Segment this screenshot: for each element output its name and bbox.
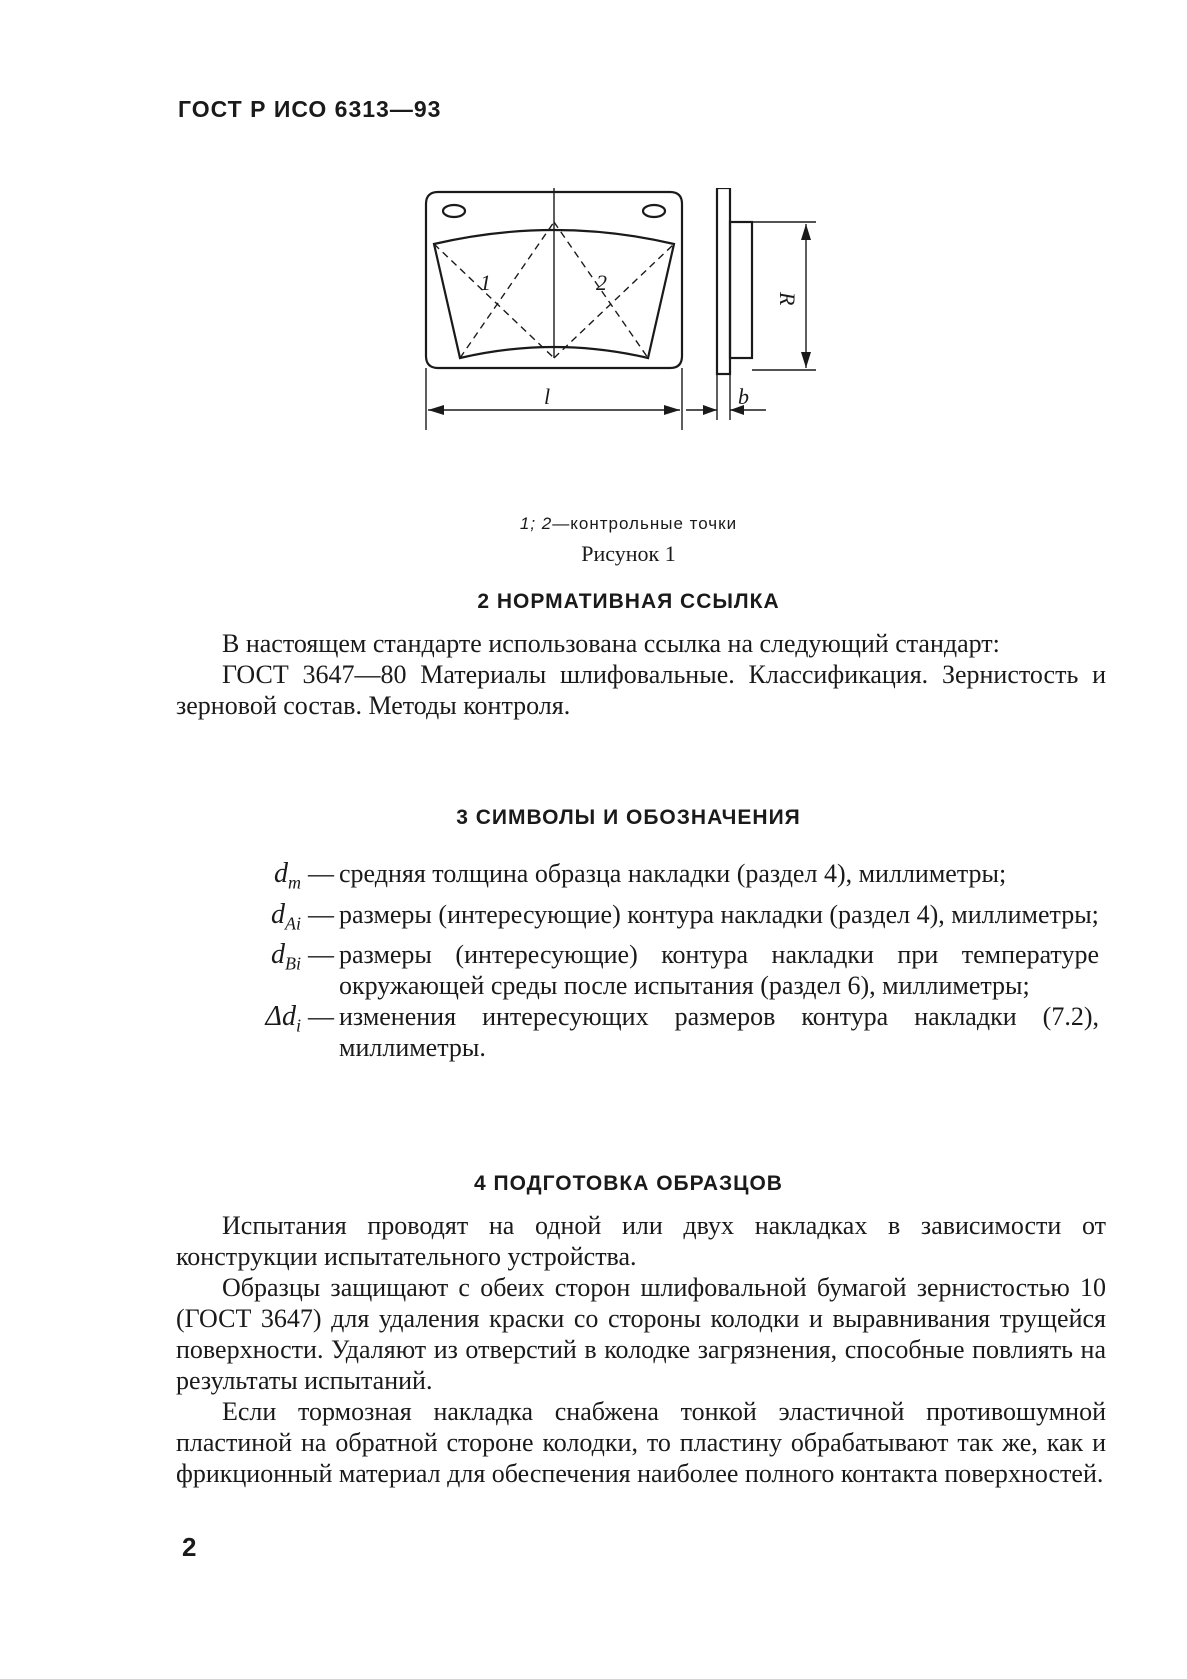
section-4-title: 4 ПОДГОТОВКА ОБРАЗЦОВ xyxy=(474,1172,783,1195)
symbol-key: $d_m$ xyxy=(274,858,301,893)
label-point-1: 1 xyxy=(480,270,491,295)
symbol-description: средняя толщина образца накладки (раздел 4), миллиметры; xyxy=(339,859,1007,888)
brake-pad-drawing xyxy=(420,188,840,448)
symbol-key: $d_{Bi}$ xyxy=(271,939,301,974)
section-3-title: 3 СИМВОЛЫ И ОБОЗНАЧЕНИЯ xyxy=(456,806,801,829)
section-4-paragraph: Если тормозная накладка снабжена тонкой эластичной противошумной пластиной на обратной стороне колодки, то пластину обрабатывают так же, как и фрикционный материал для обеспечения наиболее полного контакта поверхностей. xyxy=(176,1397,1106,1488)
section-2-paragraph: В настоящем стандарте использована ссылка на следующий стандарт: xyxy=(222,629,1000,658)
label-point-2: 2 xyxy=(596,270,607,295)
symbol-row: $d_{Bi}$ — размеры (интересующие) контура накладки при температуре окружающей среды после испытания (раздел 6), миллиметры; xyxy=(178,939,1108,1001)
symbol-key: $d_{Ai}$ xyxy=(271,898,301,934)
figure-caption: Рисунок 1 xyxy=(581,541,676,566)
symbols-list xyxy=(178,858,1108,1063)
mounting-hole-right xyxy=(643,205,665,217)
section-2-body xyxy=(176,628,1106,721)
label-length: l xyxy=(544,384,551,409)
figure-legend-text: —контрольные точки xyxy=(552,514,738,533)
figure-brake-pad xyxy=(420,188,840,448)
symbol-description: размеры (интересующие) контура накладки при температуре окружающей среды после испытания (раздел 6), миллиметры; xyxy=(339,940,1099,1001)
document-header: ГОСТ Р ИСО 6313—93 xyxy=(178,96,442,122)
page-number: 2 xyxy=(182,1532,197,1562)
section-4-paragraph: Испытания проводят на одной или двух накладках в зависимости от конструкции испытательного устройства. xyxy=(176,1211,1106,1271)
section-2-title: 2 НОРМАТИВНАЯ ССЫЛКА xyxy=(477,590,780,613)
mounting-hole-left xyxy=(443,205,465,217)
symbol-row: $d_{Ai}$ — размеры (интересующие) контура накладки (раздел 4), миллиметры; xyxy=(178,899,1108,940)
section-2-paragraph: ГОСТ 3647—80 Материалы шлифовальные. Классификация. Зернистость и зерновой состав. Методы контроля. xyxy=(176,660,1106,720)
section-4-body xyxy=(176,1210,1106,1489)
symbol-key: $\Delta d_i$ xyxy=(265,1001,301,1036)
figure-legend xyxy=(0,514,1187,534)
side-view-plate xyxy=(717,188,730,374)
label-radius: R xyxy=(775,292,800,306)
label-thickness: b xyxy=(738,384,749,409)
symbol-description: изменения интересующих размеров контура накладки (7.2), миллиметры. xyxy=(339,1002,1099,1063)
symbol-row: $\Delta d_i$ — изменения интересующих размеров контура накладки (7.2), миллиметры. xyxy=(178,1001,1108,1063)
symbol-description: размеры (интересующие) контура накладки (раздел 4), миллиметры; xyxy=(339,899,1099,929)
symbol-row: $d_m$ — средняя толщина образца накладки (раздел 4), миллиметры; xyxy=(178,858,1108,899)
side-view-pad xyxy=(730,222,752,358)
section-4-paragraph: Образцы защищают с обеих сторон шлифовальной бумагой зернистостью 10 (ГОСТ 3647) для удаления краски со стороны колодки и выравнивания трущейся поверхности. Удаляют из отверстий в колодке загрязнения, способные повлиять на результаты испытаний. xyxy=(176,1273,1106,1395)
figure-legend-numbers: 1; 2 xyxy=(519,514,553,533)
